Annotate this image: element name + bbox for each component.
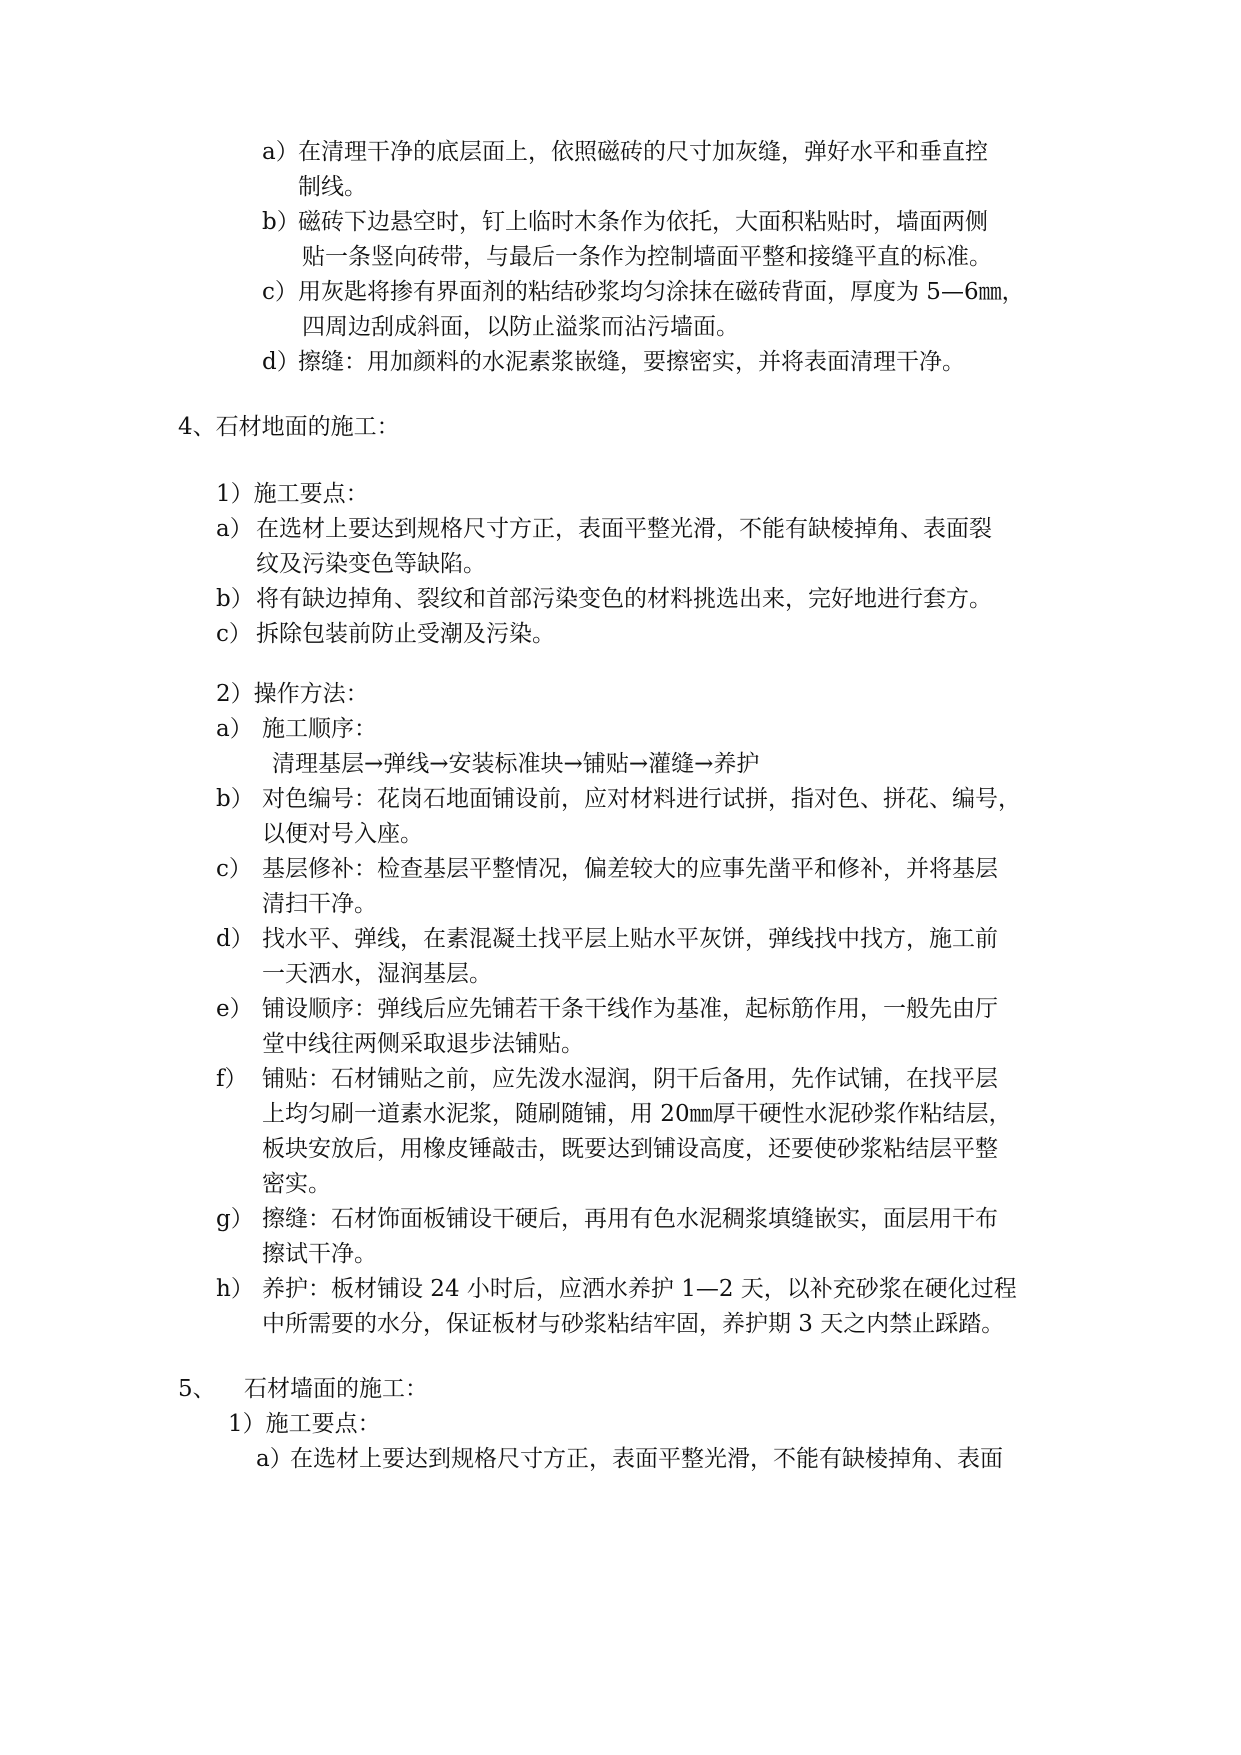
list-marker: a） [216,516,253,542]
list-marker: c） [262,279,298,305]
list-text: 制线。 [298,174,367,200]
list-marker: f） [216,1066,248,1092]
list-text: 对色编号：花岗石地面铺设前，应对材料进行试拼，指对色、拼花、编号， [262,786,1021,812]
list-text: 上均匀刷一道素水泥浆，随刷随铺，用 20㎜厚干硬性水泥砂浆作粘结层， [262,1101,1012,1127]
list-text: 以便对号入座。 [262,821,423,847]
section-5-title: 石材墙面的施工： [244,1376,428,1402]
list-marker: c） [216,856,252,882]
list-text: 铺贴：石材铺贴之前，应先泼水湿润，阴干后备用，先作试铺，在找平层 [262,1066,998,1092]
construction-sequence: 清理基层→弹线→安装标准块→铺贴→灌缝→养护 [272,751,760,777]
list-text: 拆除包装前防止受潮及污染。 [256,621,555,647]
list-marker: g） [216,1206,254,1232]
list-marker: d） [262,349,300,375]
list-text: 擦缝：石材饰面板铺设干硬后，再用有色水泥稠浆填缝嵌实，面层用干布 [262,1206,998,1232]
subsection-heading-text: 2）操作方法： [216,681,369,707]
section-5-number: 5、 [178,1376,216,1402]
subsection-heading-text: 1）施工要点： [216,481,369,507]
list-text: 在选材上要达到规格尺寸方正，表面平整光滑，不能有缺棱掉角、表面 [290,1446,1003,1472]
list-text: 基层修补：检查基层平整情况，偏差较大的应事先凿平和修补，并将基层 [262,856,998,882]
list-text: 四周边刮成斜面，以防止溢浆而沾污墙面。 [302,314,739,340]
list-marker: h） [216,1276,254,1302]
list-marker: a） [256,1446,293,1472]
list-marker: d） [216,926,254,952]
list-marker: b） [216,586,254,612]
list-text: 密实。 [262,1171,331,1197]
list-text: 在清理干净的底层面上，依照磁砖的尺寸加灰缝，弹好水平和垂直控 [298,139,988,165]
list-marker: e） [216,996,253,1022]
list-text: 养护：板材铺设 24 小时后，应洒水养护 1—2 天，以补充砂浆在硬化过程 [262,1276,1017,1302]
list-marker: a） [216,716,253,742]
list-text: 板块安放后，用橡皮锤敲击，既要达到铺设高度，还要使砂浆粘结层平整 [262,1136,998,1162]
list-text: 磁砖下边悬空时，钉上临时木条作为依托，大面积粘贴时，墙面两侧 [298,209,988,235]
list-text: 在选材上要达到规格尺寸方正，表面平整光滑，不能有缺棱掉角、表面裂 [256,516,992,542]
list-text: 贴一条竖向砖带，与最后一条作为控制墙面平整和接缝平直的标准。 [302,244,992,270]
list-text: 找水平、弹线，在素混凝土找平层上贴水平灰饼，弹线找中找方，施工前 [262,926,998,952]
list-text: 铺设顺序：弹线后应先铺若干条干线作为基准，起标筋作用，一般先由厅 [262,996,998,1022]
list-marker: b） [262,209,300,235]
list-text: 用灰匙将掺有界面剂的粘结砂浆均匀涂抹在磁砖背面，厚度为 5—6㎜， [298,279,1025,305]
list-marker: b） [216,786,254,812]
section-4-heading: 4、石材地面的施工： [178,414,400,440]
list-text: 施工顺序： [262,716,377,742]
subsection-heading-text: 1）施工要点： [228,1411,381,1437]
list-marker: a） [262,139,299,165]
list-text: 中所需要的水分，保证板材与砂浆粘结牢固，养护期 3 天之内禁止踩踏。 [262,1311,1005,1337]
list-text: 擦缝：用加颜料的水泥素浆嵌缝，要擦密实，并将表面清理干净。 [298,349,965,375]
list-text: 清扫干净。 [262,891,377,917]
list-text: 擦试干净。 [262,1241,377,1267]
list-text: 一天洒水，湿润基层。 [262,961,492,987]
list-text: 将有缺边掉角、裂纹和首部污染变色的材料挑选出来，完好地进行套方。 [256,586,992,612]
list-text: 堂中线往两侧采取退步法铺贴。 [262,1031,584,1057]
list-text: 纹及污染变色等缺陷。 [256,551,486,577]
list-marker: c） [216,621,252,647]
